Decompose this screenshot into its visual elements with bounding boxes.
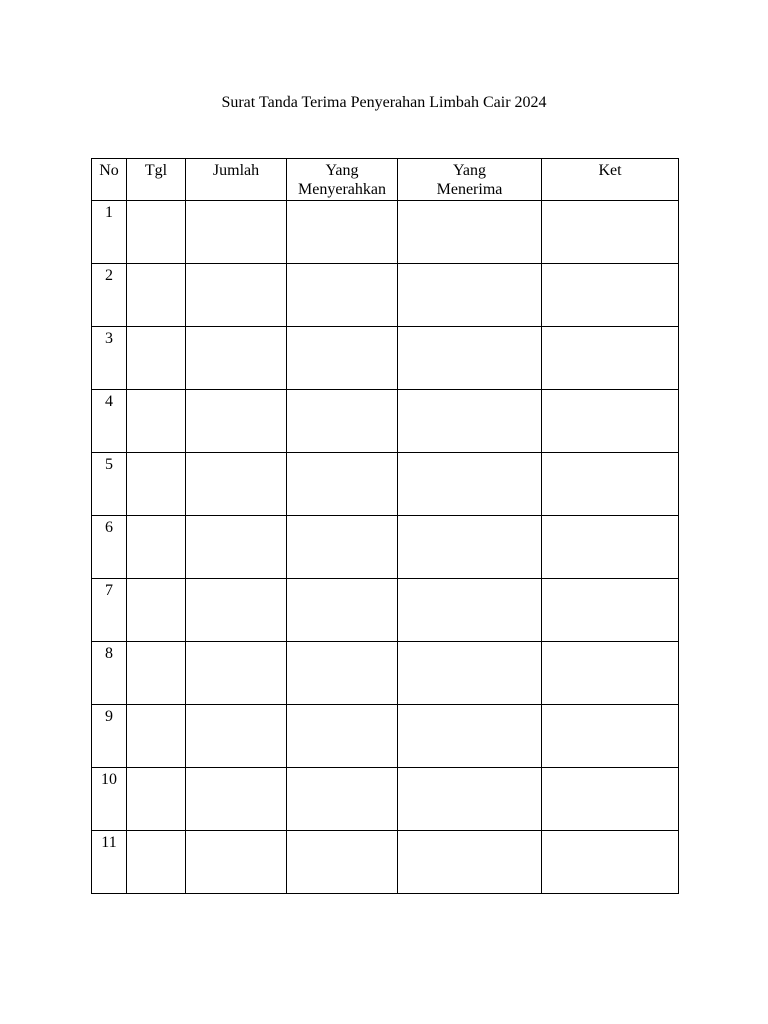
cell-yang-menerima[interactable] — [398, 579, 542, 642]
cell-jumlah[interactable] — [186, 264, 287, 327]
table-row — [92, 831, 679, 894]
table-row — [92, 705, 679, 768]
cell-ket[interactable] — [542, 579, 679, 642]
cell-jumlah[interactable] — [186, 453, 287, 516]
cell-no: 8 — [92, 642, 127, 705]
cell-jumlah[interactable] — [186, 831, 287, 894]
cell-jumlah[interactable] — [186, 390, 287, 453]
header-yang-menyerahkan — [287, 159, 398, 201]
table-row — [92, 642, 679, 705]
cell-ket[interactable] — [542, 390, 679, 453]
cell-yang-menerima[interactable] — [398, 453, 542, 516]
cell-no: 6 — [92, 516, 127, 579]
cell-yang-menerima[interactable] — [398, 201, 542, 264]
cell-ket[interactable] — [542, 264, 679, 327]
cell-yang-menyerahkan[interactable] — [287, 327, 398, 390]
cell-tgl[interactable] — [127, 453, 186, 516]
cell-yang-menerima[interactable] — [398, 264, 542, 327]
cell-yang-menerima[interactable] — [398, 327, 542, 390]
header-jumlah: Jumlah — [186, 159, 287, 201]
receipt-table — [91, 158, 679, 894]
table-row — [92, 579, 679, 642]
cell-yang-menyerahkan[interactable] — [287, 768, 398, 831]
cell-yang-menyerahkan[interactable] — [287, 516, 398, 579]
cell-ket[interactable] — [542, 201, 679, 264]
cell-ket[interactable] — [542, 516, 679, 579]
cell-ket[interactable] — [542, 453, 679, 516]
document-title: Surat Tanda Terima Penyerahan Limbah Cair 2024 — [221, 94, 547, 111]
cell-yang-menerima[interactable] — [398, 390, 542, 453]
cell-tgl[interactable] — [127, 516, 186, 579]
cell-no: 5 — [92, 453, 127, 516]
cell-jumlah[interactable] — [186, 705, 287, 768]
header-yang-menerima — [398, 159, 542, 201]
cell-no: 9 — [92, 705, 127, 768]
table-row — [92, 264, 679, 327]
cell-tgl[interactable] — [127, 705, 186, 768]
cell-yang-menyerahkan[interactable] — [287, 390, 398, 453]
cell-no: 2 — [92, 264, 127, 327]
table-row — [92, 768, 679, 831]
header-yang-menyerahkan-line1: Yang — [325, 162, 359, 179]
cell-yang-menerima[interactable] — [398, 642, 542, 705]
table-row — [92, 327, 679, 390]
cell-jumlah[interactable] — [186, 201, 287, 264]
cell-no: 3 — [92, 327, 127, 390]
cell-jumlah[interactable] — [186, 642, 287, 705]
cell-ket[interactable] — [542, 768, 679, 831]
cell-yang-menyerahkan[interactable] — [287, 264, 398, 327]
cell-yang-menerima[interactable] — [398, 831, 542, 894]
cell-tgl[interactable] — [127, 327, 186, 390]
table-row — [92, 390, 679, 453]
cell-yang-menyerahkan[interactable] — [287, 705, 398, 768]
cell-jumlah[interactable] — [186, 579, 287, 642]
cell-tgl[interactable] — [127, 642, 186, 705]
header-yang-menerima-line1: Yang — [452, 162, 487, 179]
cell-yang-menerima[interactable] — [398, 768, 542, 831]
cell-ket[interactable] — [542, 642, 679, 705]
cell-jumlah[interactable] — [186, 768, 287, 831]
cell-tgl[interactable] — [127, 579, 186, 642]
table-row — [92, 201, 679, 264]
header-yang-menyerahkan-line2: Menyerahkan — [298, 181, 386, 198]
cell-no: 10 — [92, 768, 127, 831]
table-row — [92, 453, 679, 516]
header-yang-menerima-line2: Menerima — [436, 181, 503, 198]
cell-no: 11 — [92, 831, 127, 894]
table-header-row — [92, 159, 679, 201]
cell-jumlah[interactable] — [186, 516, 287, 579]
table-row — [92, 516, 679, 579]
cell-no: 7 — [92, 579, 127, 642]
cell-yang-menyerahkan[interactable] — [287, 201, 398, 264]
cell-tgl[interactable] — [127, 201, 186, 264]
cell-ket[interactable] — [542, 705, 679, 768]
cell-tgl[interactable] — [127, 264, 186, 327]
cell-yang-menyerahkan[interactable] — [287, 642, 398, 705]
header-ket: Ket — [542, 159, 679, 201]
header-no: No — [92, 159, 127, 201]
cell-yang-menerima[interactable] — [398, 516, 542, 579]
cell-jumlah[interactable] — [186, 327, 287, 390]
cell-yang-menyerahkan[interactable] — [287, 453, 398, 516]
cell-no: 4 — [92, 390, 127, 453]
cell-yang-menerima[interactable] — [398, 705, 542, 768]
cell-yang-menyerahkan[interactable] — [287, 831, 398, 894]
cell-no: 1 — [92, 201, 127, 264]
cell-tgl[interactable] — [127, 831, 186, 894]
cell-yang-menyerahkan[interactable] — [287, 579, 398, 642]
cell-ket[interactable] — [542, 327, 679, 390]
header-tgl: Tgl — [127, 159, 186, 201]
cell-tgl[interactable] — [127, 390, 186, 453]
cell-ket[interactable] — [542, 831, 679, 894]
cell-tgl[interactable] — [127, 768, 186, 831]
